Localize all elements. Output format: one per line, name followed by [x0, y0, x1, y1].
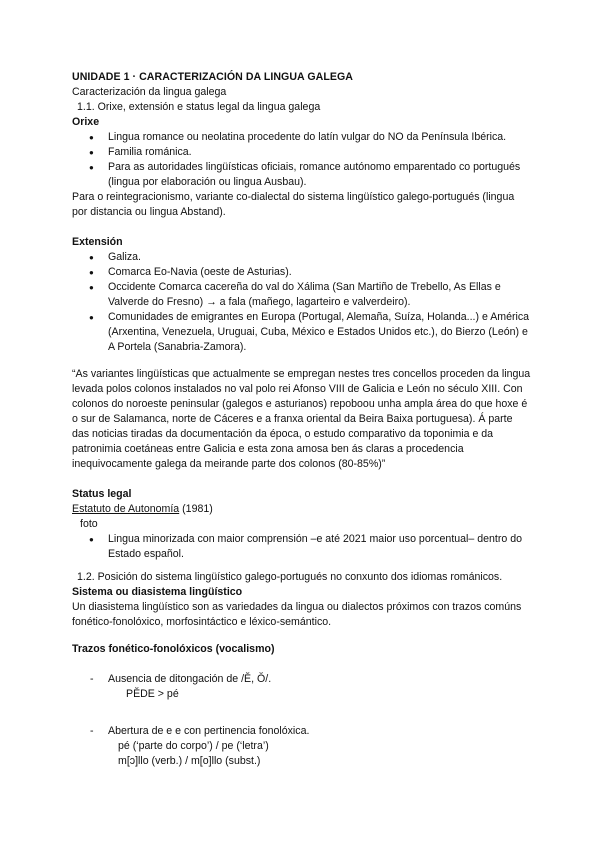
trazo-example: PĔDE > pé [126, 688, 179, 700]
document-page [72, 70, 532, 769]
list-item: ● Familia románica. [72, 145, 532, 160]
section-heading-1-2: 1.2. Posición do sistema lingüístico galego-portugués no conxunto dos idiomas románicos. [77, 571, 503, 583]
sistema-heading: Sistema ou diasistema lingüístico [72, 586, 243, 598]
statute-year: (1981) [179, 503, 213, 515]
list-item: ● Lingua romance ou neolatina procedente do latín vulgar do NO da Península Ibérica. [72, 130, 532, 145]
dash-marker: - [90, 725, 94, 737]
extension-quote: “As variantes lingüísticas que actualmente se empregan nestes tres concellos proceden da lingua levada polos colonos instalados no val polo rei Afonso VIII de Galicia e León no século XIII. Con colonos do noroeste peninsular (galegos e asturianos) repoboou unha ampla área do que hoxe é o sur de Salamanca, norte de Cáceres e a franxa oriental da Beira Baixa portuguesa). Á parte das noticias tiradas da documentación da época, o estudo comparativo da toponimia e da patronimia coetáneas entre Galicia e esta zona amosa ben ás claras a procedencia inequivocamente galega da meirande parte dos colonos (80-85%)” [72, 368, 531, 470]
dash-marker: - [90, 673, 94, 685]
extension-list [72, 250, 532, 355]
sistema-paragraph: Un diasistema lingüístico son as variedades da lingua ou dialectos próximos con trazos comúns fonético-fonolóxico, morfosintáctico e léxico-semántico. [72, 601, 522, 628]
list-item [72, 672, 532, 687]
trazo-example: m[ɔ]llo (verb.) / m[o]llo (subst.) [118, 755, 261, 767]
status-list [72, 532, 532, 562]
section-heading-1-1: 1.1. Orixe, extensión e status legal da lingua galega [77, 101, 321, 113]
list-item: ● Lingua minorizada con maior comprensión –e até 2021 maior uso porcentual– dentro do Estado español. [72, 532, 532, 562]
list-item: ● Occidente Comarca cacereña do val do Xálima (San Martiño de Trebello, As Ellas e Valverde do Fresno) → a fala (mañego, lagarteiro e valverdeiro). [72, 280, 532, 310]
orixe-paragraph: Para o reintegracionismo, variante co-dialectal do sistema lingüístico galego-portugués (lingua por distancia ou lingua Abstand). [72, 191, 515, 218]
statute-line [72, 502, 532, 517]
list-item: ● Comarca Eo-Navia (oeste de Asturias). [72, 265, 532, 280]
foto-placeholder: foto [80, 518, 98, 530]
list-item [72, 724, 532, 739]
orixe-heading: Orixe [72, 116, 100, 128]
list-item: ● Para as autoridades lingüísticas oficiais, romance autónomo emparentado co portugués (lingua por elaboración ou lingua Ausbau). [72, 160, 532, 190]
extension-heading: Extensión [72, 236, 123, 248]
trazo-text: Abertura de e e con pertinencia fonolóxica. [108, 725, 310, 737]
orixe-list [72, 130, 532, 190]
list-item: ● Galiza. [72, 250, 532, 265]
trazo-text: Ausencia de ditongación de /Ĕ, Ŏ/. [108, 673, 272, 685]
trazos-heading: Trazos fonético-fonolóxicos (vocalismo) [72, 643, 275, 655]
statute-link[interactable]: Estatuto de Autonomía [72, 503, 180, 515]
document-subtitle: Caracterización da lingua galega [72, 86, 227, 98]
list-item: ● Comunidades de emigrantes en Europa (Portugal, Alemaña, Suíza, Holanda...) e América (Arxentina, Venezuela, Uruguai, Cuba, México e Estados Unidos etc.), do Bierzo (León) e A Portela (Sanabria-Zamora). [72, 310, 532, 355]
status-heading: Status legal [72, 488, 132, 500]
trazo-example: pé (‘parte do corpo’) / pe (‘letra’) [118, 740, 269, 752]
unit-title: UNIDADE 1 · CARACTERIZACIÓN DA LINGUA GALEGA [72, 71, 353, 83]
